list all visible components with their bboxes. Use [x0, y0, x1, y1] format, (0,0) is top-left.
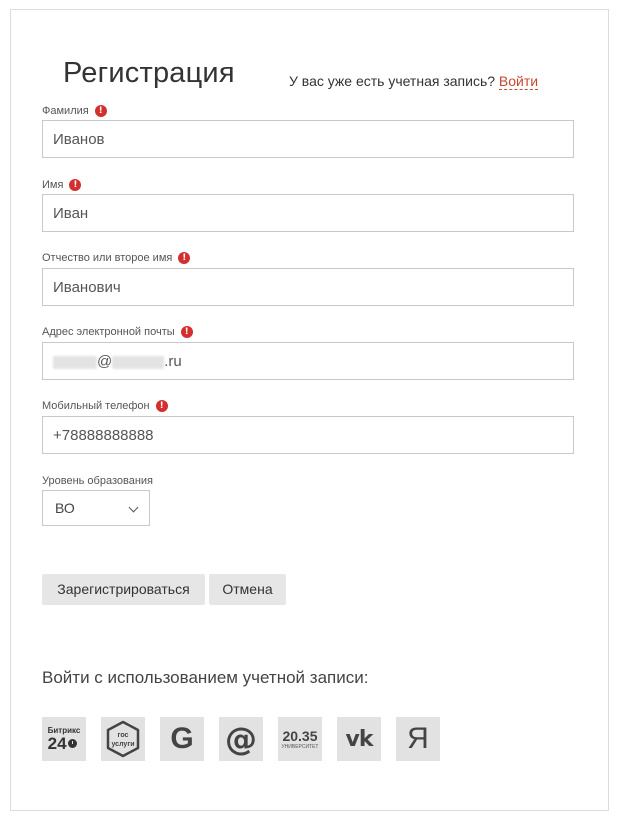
redacted-segment — [112, 356, 164, 369]
chevron-down-icon — [129, 503, 139, 513]
gosuslugi-label-bottom: услуги — [111, 741, 135, 748]
email-input[interactable] — [42, 342, 574, 380]
email-domain-tail: .ru — [164, 353, 182, 370]
page-title: Регистрация — [63, 57, 235, 89]
first-name-input[interactable] — [42, 194, 574, 232]
bitrix24-icon[interactable] — [42, 717, 86, 761]
required-icon: ! — [178, 252, 190, 264]
login-link[interactable]: Войти — [498, 73, 539, 89]
social-login-title: Войти с использованием учетной записи: — [42, 668, 369, 687]
education-select[interactable] — [42, 490, 150, 526]
middle-name-value: Иванович — [53, 279, 121, 296]
university2035-icon[interactable] — [278, 717, 322, 761]
first-name-label — [42, 179, 81, 191]
education-label — [42, 475, 153, 487]
cancel-button[interactable]: Отмена — [209, 574, 286, 605]
register-button[interactable]: Зарегистрироваться — [42, 574, 205, 605]
have-account-text: У вас уже есть учетная запись? — [289, 73, 496, 89]
education-label-text: Уровень образования — [42, 475, 154, 487]
education-value: ВО — [55, 500, 75, 516]
mailru-icon[interactable] — [219, 717, 263, 761]
last-name-label — [42, 105, 107, 117]
gosuslugi-shape — [103, 719, 143, 759]
university2035-label-top: 20.35 — [282, 727, 318, 744]
first-name-label-text: Имя — [42, 179, 64, 191]
yandex-letter: Я — [407, 722, 429, 755]
middle-name-input[interactable] — [42, 268, 574, 306]
required-icon: ! — [181, 326, 193, 338]
bitrix24-label-top: Битрикс — [47, 725, 81, 735]
required-icon: ! — [95, 105, 107, 117]
last-name-input[interactable] — [42, 120, 574, 158]
have-account-prompt — [289, 73, 538, 89]
clock-icon — [68, 739, 77, 748]
middle-name-label-text: Отчество или второе имя — [42, 252, 173, 264]
phone-input[interactable] — [42, 416, 574, 454]
google-letter: G — [170, 722, 194, 755]
university2035-label-bottom: УНИВЕРСИТЕТ — [281, 743, 319, 750]
mailru-symbol: @ — [225, 720, 257, 758]
email-label-text: Адрес электронной почты — [42, 326, 175, 338]
middle-name-label — [42, 252, 190, 264]
required-icon: ! — [156, 400, 168, 412]
email-at: @ — [97, 353, 113, 370]
phone-label-text: Мобильный телефон — [42, 400, 150, 412]
redacted-segment — [53, 356, 97, 369]
google-icon[interactable] — [160, 717, 204, 761]
bitrix24-label-bottom: 24 — [47, 733, 67, 753]
first-name-value: Иван — [53, 205, 89, 222]
email-label — [42, 326, 193, 338]
phone-label — [42, 400, 168, 412]
gosuslugi-icon[interactable] — [101, 717, 145, 761]
required-icon: ! — [69, 179, 81, 191]
yandex-icon[interactable] — [396, 717, 440, 761]
vk-letters: vk — [345, 726, 373, 752]
last-name-label-text: Фамилия — [42, 105, 89, 117]
phone-value: +78888888888 — [53, 427, 154, 444]
last-name-value: Иванов — [53, 131, 105, 148]
vk-icon[interactable] — [337, 717, 381, 761]
gosuslugi-label-top: гос — [117, 732, 129, 739]
